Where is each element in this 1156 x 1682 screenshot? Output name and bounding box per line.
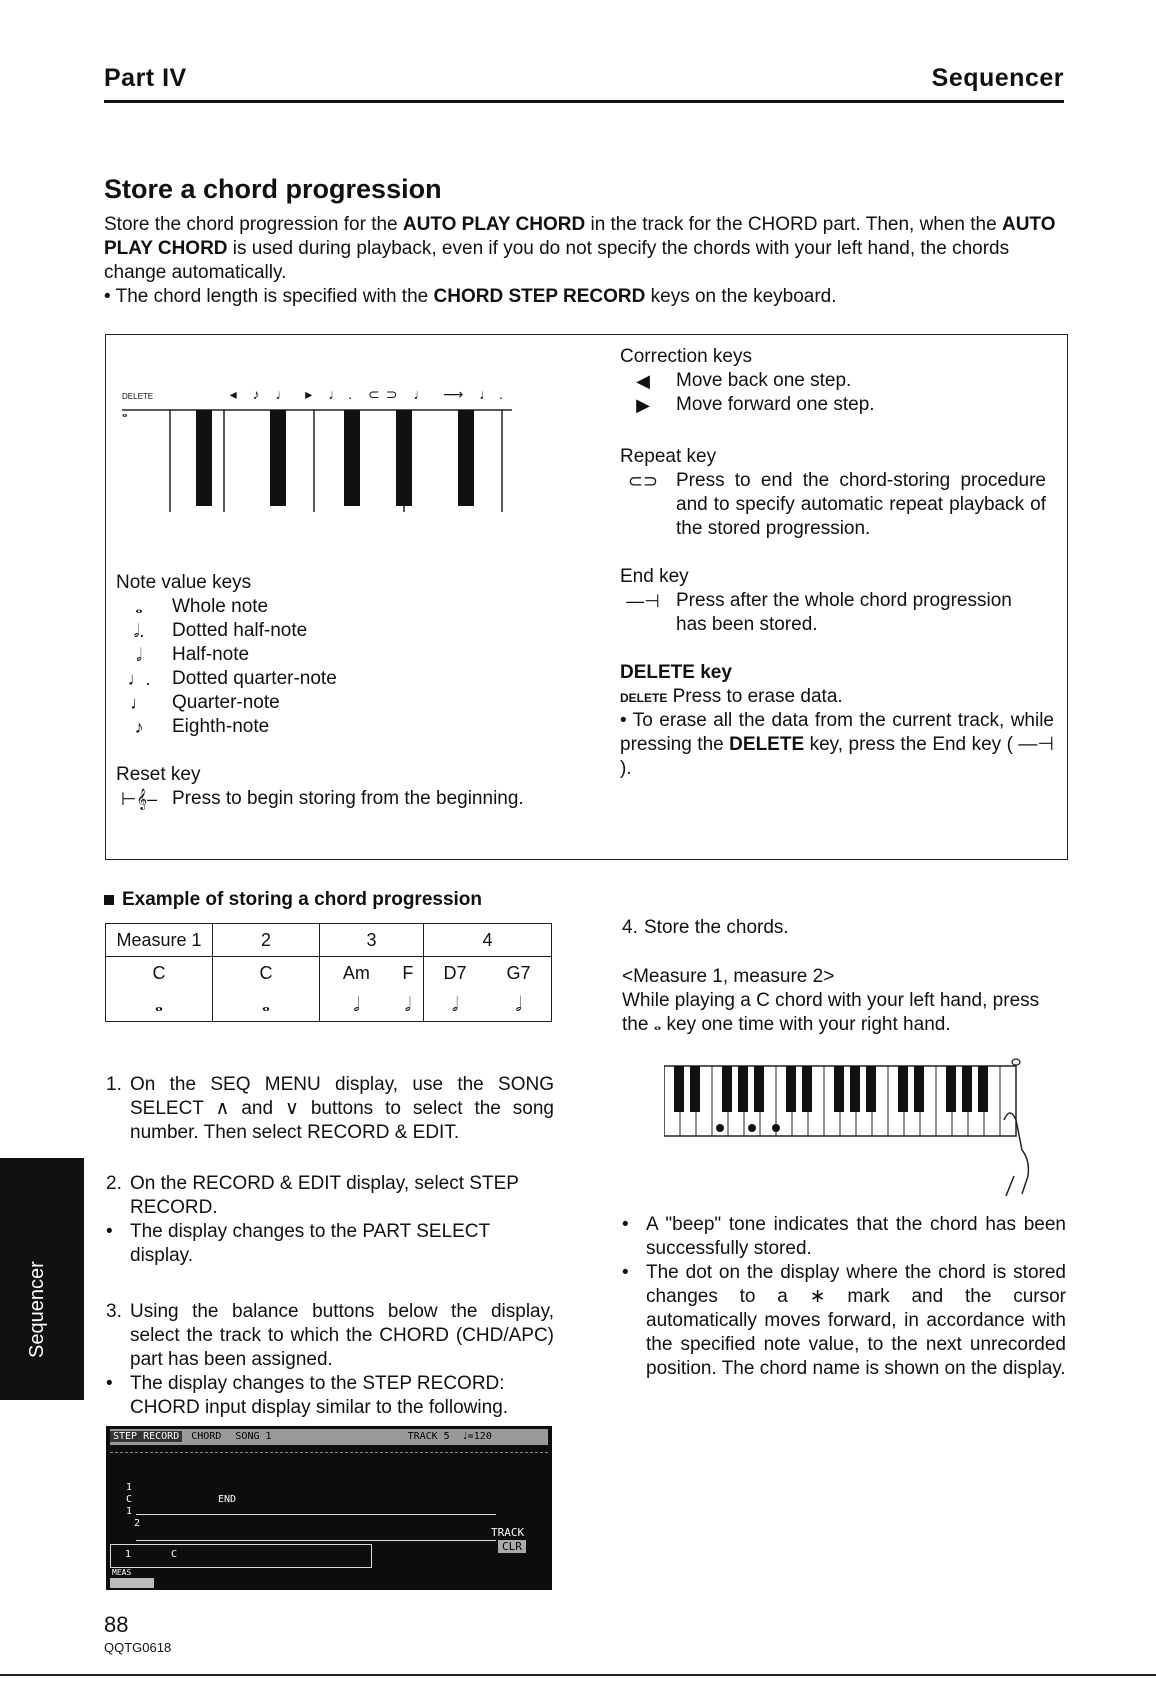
- table-row: Measure 1 2 3 4: [106, 924, 552, 957]
- note-item: 𝅗𝅥 Half-note: [116, 643, 556, 667]
- eighth-note-icon: ♪: [134, 717, 144, 737]
- step-2: 2. On the RECORD & EDIT display, select STEP RECORD.: [106, 1173, 519, 1218]
- page-title: Store a chord progression: [104, 174, 442, 204]
- correction-keys-heading: Correction keys: [620, 346, 752, 367]
- end-key-heading: End key: [620, 566, 689, 587]
- display-chord: C: [126, 1494, 133, 1505]
- intro-bullet: • The chord length is specified with the CHORD STEP RECORD keys on the keyboard.: [104, 286, 837, 307]
- step-record-display: STEP RECORD CHORD SONG 1 TRACK 5 ♩=120 1 C END 1 2 1 C MEAS TRACK CLR: [106, 1426, 552, 1590]
- header-rule: [104, 100, 1064, 103]
- end-icon: —⊣: [626, 591, 660, 611]
- clear-button[interactable]: CLR: [498, 1540, 526, 1553]
- half-note-icon: 𝅗𝅥: [423, 989, 486, 1022]
- end-key-description: —⊣ Press after the whole chord progression has been stored.: [620, 589, 1060, 637]
- whole-note-icon: 𝅝: [135, 597, 143, 617]
- half-note-icon: 𝅗𝅥: [320, 989, 393, 1022]
- part-label: Part IV: [104, 64, 187, 92]
- step-1: 1. On the SEQ MENU display, use the SONG SELECT ∧ and ∨ buttons to select the song number. Then select RECORD & EDIT.: [106, 1074, 554, 1143]
- step-4: 4. Store the chords.: [622, 917, 789, 938]
- dotted-quarter-note-icon: ♩.: [127, 669, 151, 689]
- square-bullet-icon: [104, 895, 114, 905]
- step-4-bullet-2: • The dot on the display where the chord is stored changes to a ∗ mark and the cursor automatically moves forward, in accordance with the specified note value, to the next unrecorded position. The chord name is shown on the display.: [622, 1262, 1066, 1379]
- dotted-half-note-icon: 𝅗𝅥.: [133, 621, 145, 641]
- delete-key-description: DELETE Press to erase data.: [620, 686, 843, 707]
- delete-key-icon: DELETE: [620, 691, 668, 705]
- half-note-icon: 𝅗𝅥: [136, 645, 142, 665]
- half-note-icon: 𝅗𝅥: [393, 989, 424, 1022]
- step-key-symbols: ◂ ♪ ♩ ▸ ♩. ⊂⊃ ♩ ⟶ ♩. 𝅝: [122, 386, 510, 420]
- note-item: 𝅝 Whole note: [116, 595, 556, 619]
- delete-key-bullet: • To erase all the data from the current track, while pressing the DELETE key, press the End key ( —⊣ ).: [620, 710, 1054, 779]
- step-2-bullet: • The display changes to the PART SELECT display.: [106, 1221, 490, 1266]
- delete-key-heading: DELETE key: [620, 662, 732, 683]
- section-side-tab: Sequencer: [0, 1158, 84, 1400]
- repeat-key-heading: Repeat key: [620, 446, 717, 467]
- table-row: [106, 989, 552, 1022]
- example-heading: Example of storing a chord progression: [104, 888, 482, 912]
- display-position-bar: 1 C: [110, 1544, 372, 1568]
- quarter-note-icon: ♩: [130, 693, 148, 713]
- repeat-icon: ⊂⊃: [627, 471, 659, 491]
- keyboard-diagram: [122, 408, 512, 512]
- note-item: 𝅗𝅥. Dotted half-note: [116, 619, 556, 643]
- display-title-bar: STEP RECORD CHORD SONG 1 TRACK 5 ♩=120: [110, 1429, 548, 1445]
- page-number: 88: [104, 1612, 129, 1637]
- step-3-bullet: • The display changes to the STEP RECORD: CHORD input display similar to the following.: [106, 1373, 509, 1418]
- footer-rule: [0, 1674, 1156, 1676]
- whole-note-icon: 𝅝: [213, 989, 320, 1022]
- step-4-subheading: <Measure 1, measure 2>: [622, 966, 835, 987]
- meas-button-icon[interactable]: [110, 1578, 154, 1588]
- keyboard-with-hand-illustration: [664, 1058, 1034, 1198]
- doc-code: QQTG0618: [104, 1640, 172, 1655]
- note-item: ♪ Eighth-note: [116, 715, 556, 739]
- intro-paragraph: Store the chord progression for the AUTO PLAY CHORD in the track for the CHORD part. Then, when the AUTO PLAY CHORD is used during playback, even if you do not specify the chords with your left hand, the chords change automatically.: [104, 214, 1056, 283]
- table-row: C C Am F D7 G7: [106, 957, 552, 990]
- half-note-icon: 𝅗𝅥: [486, 989, 551, 1022]
- note-value-keys-heading: Note value keys: [116, 572, 252, 593]
- correction-keys-list: ◀ Move back one step. ▶ Move forward one step.: [620, 369, 1060, 417]
- whole-note-icon: 𝅝: [106, 989, 213, 1022]
- section-label: Sequencer: [931, 64, 1064, 92]
- step-4-paragraph: While playing a C chord with your left hand, press the 𝅝 key one time with your right hand.: [622, 990, 1040, 1035]
- track-button[interactable]: TRACK: [491, 1526, 525, 1539]
- back-arrow-icon: ◀: [636, 371, 650, 391]
- repeat-key-description: ⊂⊃ Press to end the chord-storing procedure and to specify automatic repeat playback of the stored progression.: [620, 469, 1060, 541]
- chord-progression-table: [105, 923, 552, 1022]
- reset-key-icon: ⊢𝄞–: [120, 789, 158, 809]
- step-3: 3. Using the balance buttons below the display, select the track to which the CHORD (CHD/APC) part has been assigned.: [106, 1301, 554, 1370]
- reset-key-description: ⊢𝄞– Press to begin storing from the beginning.: [116, 787, 556, 811]
- reset-key-heading: Reset key: [116, 764, 201, 785]
- delete-key-label: DELETE: [122, 392, 154, 401]
- note-value-list: [116, 595, 556, 739]
- forward-arrow-icon: ▶: [636, 395, 650, 415]
- note-item: ♩ Quarter-note: [116, 691, 556, 715]
- note-item: ♩. Dotted quarter-note: [116, 667, 556, 691]
- step-4-bullet-1: • A "beep" tone indicates that the chord has been successfully stored.: [622, 1214, 1066, 1259]
